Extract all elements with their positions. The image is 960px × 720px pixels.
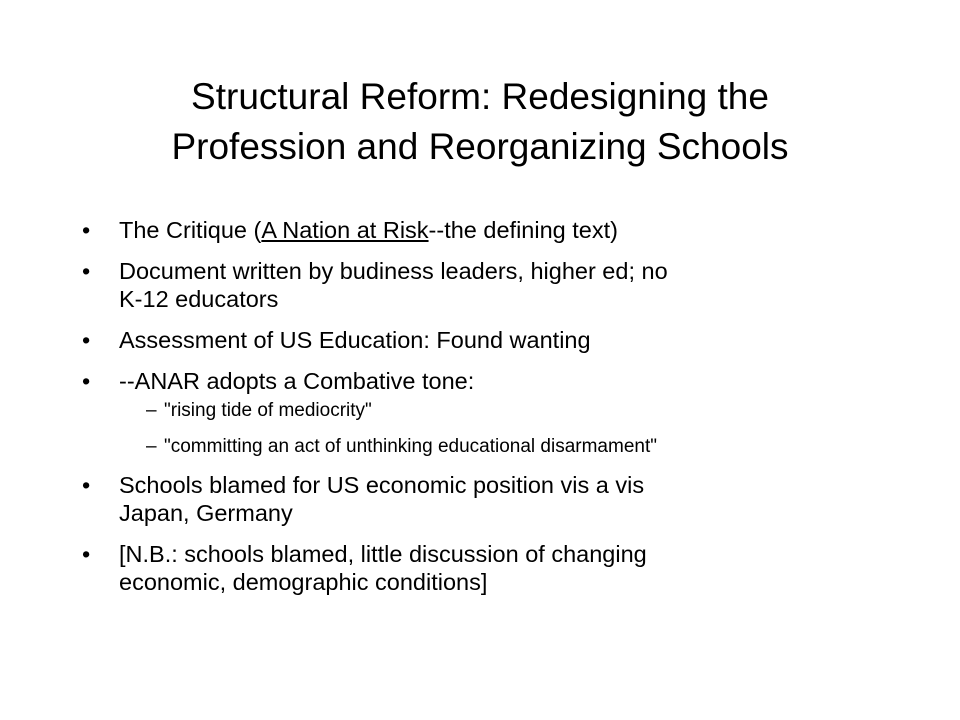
bullet-marker: • (82, 541, 91, 567)
bullet-line-2: K-12 educators (119, 286, 279, 312)
bullet-text-suffix: --the defining text) (428, 217, 618, 243)
sub-bullet-quote-2 (82, 435, 902, 459)
sub-bullet-marker: – (146, 436, 157, 457)
bullet-marker: • (82, 217, 91, 243)
slide-title (60, 72, 900, 172)
bullet-list (82, 216, 902, 609)
sub-bullet-quote-1 (82, 399, 902, 423)
sub-bullet-marker: – (146, 400, 157, 421)
bullet-text-prefix: The Critique ( (119, 217, 262, 243)
title-line-1: Structural Reform: Redesigning the (191, 76, 769, 117)
bullet-line-2: economic, demographic conditions] (119, 569, 488, 595)
bullet-nb-note (82, 540, 902, 596)
sub-bullet-group (82, 399, 902, 459)
bullet-text: --ANAR adopts a Combative tone: (119, 368, 475, 394)
bullet-marker: • (82, 258, 91, 284)
bullet-combative-tone (82, 367, 902, 395)
bullet-marker: • (82, 327, 91, 353)
bullet-line-1: Schools blamed for US economic position vis a vis (119, 472, 645, 498)
bullet-marker: • (82, 472, 91, 498)
sub-bullet-text: "committing an act of unthinking educational disarmament" (164, 436, 657, 457)
bullet-document-authors (82, 257, 902, 313)
bullet-assessment (82, 326, 902, 354)
bullet-line-2: Japan, Germany (119, 500, 293, 526)
bullet-line-1: Document written by budiness leaders, higher ed; no (119, 258, 668, 284)
title-line-2: Profession and Reorganizing Schools (171, 126, 789, 167)
bullet-text: Assessment of US Education: Found wanting (119, 327, 591, 353)
sub-bullet-text: "rising tide of mediocrity" (164, 400, 372, 421)
bullet-critique (82, 216, 902, 244)
sub-bullet-list (82, 399, 902, 459)
bullet-marker: • (82, 368, 91, 394)
nation-at-risk-title: A Nation at Risk (261, 217, 429, 243)
bullet-schools-blamed (82, 471, 902, 527)
bullet-line-1: [N.B.: schools blamed, little discussion of changing (119, 541, 647, 567)
